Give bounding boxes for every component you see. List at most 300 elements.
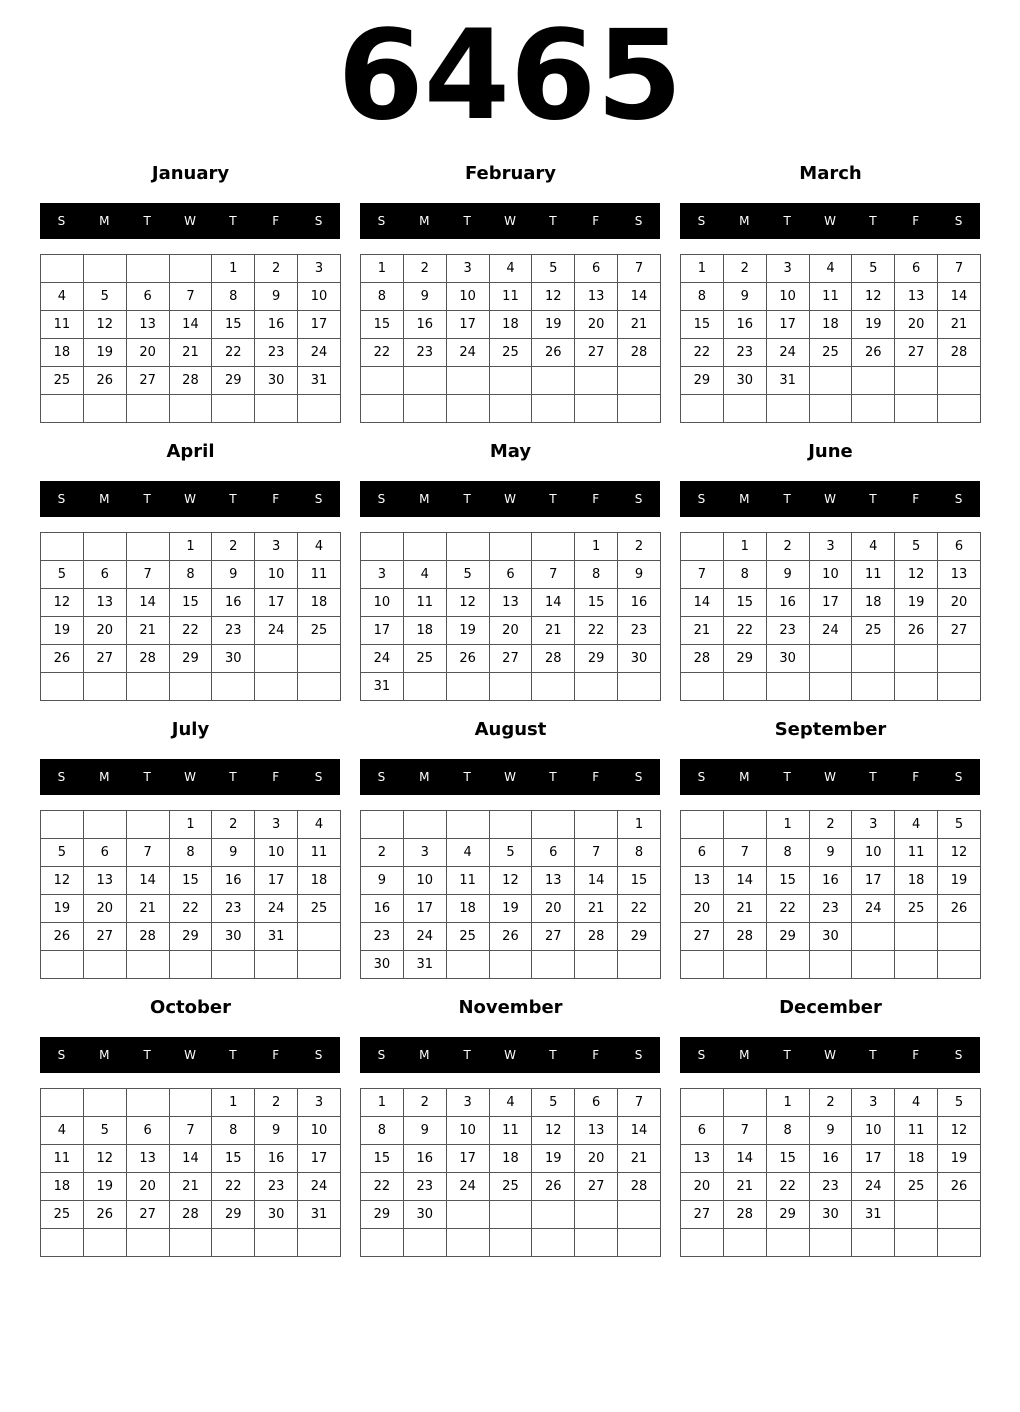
weekday-label: T — [869, 492, 877, 506]
day-cell: 21 — [532, 617, 575, 645]
day-cell: 6 — [83, 839, 126, 867]
day-cell: 22 — [361, 1173, 404, 1201]
day-cell: 22 — [169, 895, 212, 923]
day-cell: 17 — [361, 617, 404, 645]
day-cell: 2 — [212, 811, 255, 839]
day-cell: 4 — [298, 533, 341, 561]
week-row — [361, 283, 661, 311]
day-cell: 15 — [681, 311, 724, 339]
day-cell: 3 — [403, 839, 446, 867]
week-row — [681, 923, 981, 951]
weekday-label: T — [463, 214, 471, 228]
weekday-label: M — [99, 214, 110, 228]
day-cell: 31 — [298, 367, 341, 395]
weekday-label: S — [697, 492, 706, 506]
day-cell: 23 — [212, 895, 255, 923]
day-cell: 10 — [446, 1117, 489, 1145]
empty-day-cell — [532, 1229, 575, 1257]
day-cell: 29 — [575, 645, 618, 673]
day-cell: 8 — [766, 1117, 809, 1145]
day-cell: 22 — [212, 339, 255, 367]
empty-day-cell — [212, 673, 255, 701]
empty-day-cell — [361, 395, 404, 423]
day-cell: 18 — [41, 1173, 84, 1201]
weekday-label: W — [824, 1048, 836, 1062]
day-cell: 16 — [255, 1145, 298, 1173]
day-cell: 24 — [361, 645, 404, 673]
day-cell: 21 — [723, 895, 766, 923]
day-cell: 17 — [255, 589, 298, 617]
day-cell: 21 — [169, 339, 212, 367]
empty-day-cell — [895, 1201, 938, 1229]
day-cell: 25 — [403, 645, 446, 673]
day-cell: 30 — [255, 1201, 298, 1229]
day-cell: 3 — [361, 561, 404, 589]
day-cell: 26 — [938, 1173, 981, 1201]
day-cell: 13 — [126, 1145, 169, 1173]
day-cell: 11 — [41, 1145, 84, 1173]
day-cell: 21 — [681, 617, 724, 645]
day-cell: 27 — [83, 645, 126, 673]
day-cell: 5 — [938, 1089, 981, 1117]
day-cell: 1 — [723, 533, 766, 561]
day-cell: 8 — [212, 283, 255, 311]
empty-day-cell — [83, 673, 126, 701]
day-cell: 27 — [575, 1173, 618, 1201]
day-cell: 14 — [169, 1145, 212, 1173]
day-cell: 19 — [41, 617, 84, 645]
weekday-label: T — [783, 770, 791, 784]
day-cell: 26 — [446, 645, 489, 673]
empty-day-cell — [532, 673, 575, 701]
day-cell: 5 — [446, 561, 489, 589]
week-row — [681, 867, 981, 895]
empty-day-cell — [255, 1229, 298, 1257]
empty-day-cell — [809, 395, 852, 423]
day-cell: 22 — [766, 895, 809, 923]
day-cell: 13 — [681, 867, 724, 895]
day-cell: 13 — [575, 283, 618, 311]
day-cell: 4 — [41, 283, 84, 311]
weekday-label: F — [592, 214, 600, 228]
empty-day-cell — [575, 1229, 618, 1257]
day-cell: 10 — [255, 839, 298, 867]
empty-day-cell — [41, 951, 84, 979]
empty-day-cell — [361, 811, 404, 839]
day-cell: 21 — [169, 1173, 212, 1201]
day-cell: 20 — [681, 1173, 724, 1201]
day-cell: 29 — [169, 645, 212, 673]
weekday-label: T — [229, 492, 237, 506]
week-row — [681, 839, 981, 867]
weekday-label: T — [549, 770, 557, 784]
empty-day-cell — [255, 645, 298, 673]
empty-day-cell — [938, 1201, 981, 1229]
empty-day-cell — [723, 673, 766, 701]
week-row — [41, 1173, 341, 1201]
empty-day-cell — [83, 533, 126, 561]
day-cell: 14 — [723, 1145, 766, 1173]
weekday-label: W — [824, 214, 836, 228]
day-cell: 11 — [298, 839, 341, 867]
day-cell: 13 — [895, 283, 938, 311]
day-cell: 4 — [852, 533, 895, 561]
week-row — [681, 1089, 981, 1117]
day-cell: 24 — [852, 1173, 895, 1201]
empty-day-cell — [83, 1229, 126, 1257]
empty-day-cell — [938, 951, 981, 979]
empty-day-cell — [255, 395, 298, 423]
weekday-label: T — [549, 214, 557, 228]
day-cell: 1 — [169, 533, 212, 561]
empty-day-cell — [618, 1229, 661, 1257]
day-cell: 9 — [212, 839, 255, 867]
week-row — [41, 1117, 341, 1145]
month-name: July — [171, 719, 210, 740]
weekday-label: S — [57, 770, 66, 784]
day-cell: 25 — [446, 923, 489, 951]
day-cell: 3 — [852, 811, 895, 839]
empty-day-cell — [532, 811, 575, 839]
weekday-label: S — [57, 214, 66, 228]
weekday-label: S — [634, 214, 643, 228]
empty-day-cell — [681, 533, 724, 561]
days-grid — [360, 532, 661, 701]
day-cell: 13 — [575, 1117, 618, 1145]
day-cell: 25 — [298, 895, 341, 923]
day-cell: 12 — [895, 561, 938, 589]
week-row — [41, 839, 341, 867]
day-cell: 8 — [361, 283, 404, 311]
weekday-label: S — [314, 492, 323, 506]
day-cell: 27 — [895, 339, 938, 367]
day-cell: 7 — [575, 839, 618, 867]
day-cell: 17 — [298, 311, 341, 339]
week-row — [361, 617, 661, 645]
empty-day-cell — [681, 1229, 724, 1257]
weekday-label: M — [419, 214, 430, 228]
day-cell: 29 — [618, 923, 661, 951]
day-cell: 3 — [298, 255, 341, 283]
day-cell: 18 — [489, 1145, 532, 1173]
day-cell: 14 — [938, 283, 981, 311]
day-cell: 10 — [403, 867, 446, 895]
day-cell: 24 — [403, 923, 446, 951]
day-cell: 18 — [852, 589, 895, 617]
day-cell: 4 — [403, 561, 446, 589]
weekday-label: M — [739, 1048, 750, 1062]
day-cell: 25 — [298, 617, 341, 645]
day-cell: 27 — [681, 1201, 724, 1229]
day-cell: 26 — [83, 1201, 126, 1229]
weekday-label: W — [504, 770, 516, 784]
day-cell: 14 — [532, 589, 575, 617]
day-cell: 21 — [618, 311, 661, 339]
week-row — [361, 1117, 661, 1145]
empty-day-cell — [298, 645, 341, 673]
day-cell: 7 — [938, 255, 981, 283]
day-cell: 8 — [618, 839, 661, 867]
day-cell: 22 — [212, 1173, 255, 1201]
day-cell: 2 — [723, 255, 766, 283]
day-cell: 12 — [41, 867, 84, 895]
week-row — [41, 1089, 341, 1117]
day-cell: 24 — [298, 1173, 341, 1201]
day-cell: 14 — [618, 283, 661, 311]
day-cell: 20 — [532, 895, 575, 923]
day-cell: 17 — [403, 895, 446, 923]
empty-day-cell — [446, 951, 489, 979]
day-cell: 28 — [723, 1201, 766, 1229]
day-cell: 27 — [681, 923, 724, 951]
week-row — [681, 311, 981, 339]
weekday-label: W — [504, 214, 516, 228]
week-row — [361, 673, 661, 701]
day-cell: 15 — [766, 867, 809, 895]
day-cell: 3 — [255, 811, 298, 839]
weekday-label: T — [143, 1048, 151, 1062]
empty-day-cell — [618, 951, 661, 979]
day-cell: 18 — [895, 1145, 938, 1173]
empty-day-cell — [446, 395, 489, 423]
day-cell: 1 — [361, 1089, 404, 1117]
day-cell: 2 — [361, 839, 404, 867]
day-cell: 12 — [83, 1145, 126, 1173]
empty-day-cell — [532, 1201, 575, 1229]
day-cell: 11 — [403, 589, 446, 617]
weekday-label: F — [272, 1048, 280, 1062]
day-cell: 14 — [618, 1117, 661, 1145]
day-cell: 9 — [723, 283, 766, 311]
year-title: 6465 — [337, 4, 683, 148]
day-cell: 18 — [446, 895, 489, 923]
empty-day-cell — [83, 395, 126, 423]
empty-day-cell — [809, 673, 852, 701]
day-cell: 6 — [938, 533, 981, 561]
empty-day-cell — [361, 367, 404, 395]
day-cell: 6 — [126, 1117, 169, 1145]
day-cell: 14 — [575, 867, 618, 895]
day-cell: 9 — [809, 1117, 852, 1145]
week-row — [361, 895, 661, 923]
empty-day-cell — [126, 1089, 169, 1117]
day-cell: 16 — [809, 1145, 852, 1173]
empty-day-cell — [809, 645, 852, 673]
weekday-label: M — [419, 770, 430, 784]
empty-day-cell — [938, 1229, 981, 1257]
weekday-header — [40, 759, 340, 795]
day-cell: 21 — [618, 1145, 661, 1173]
weekday-label: M — [419, 492, 430, 506]
day-cell: 28 — [681, 645, 724, 673]
day-cell: 17 — [809, 589, 852, 617]
month-name: February — [464, 163, 557, 184]
days-grid — [40, 1088, 341, 1257]
empty-day-cell — [489, 1229, 532, 1257]
day-cell: 8 — [169, 561, 212, 589]
week-row — [681, 1173, 981, 1201]
day-cell: 16 — [809, 867, 852, 895]
week-row — [681, 561, 981, 589]
empty-day-cell — [532, 951, 575, 979]
empty-day-cell — [852, 1229, 895, 1257]
weekday-header — [680, 481, 980, 517]
empty-day-cell — [809, 951, 852, 979]
day-cell: 18 — [403, 617, 446, 645]
day-cell: 16 — [766, 589, 809, 617]
day-cell: 11 — [489, 1117, 532, 1145]
day-cell: 19 — [895, 589, 938, 617]
day-cell: 8 — [169, 839, 212, 867]
day-cell: 29 — [212, 367, 255, 395]
day-cell: 17 — [852, 867, 895, 895]
day-cell: 14 — [723, 867, 766, 895]
day-cell: 30 — [809, 1201, 852, 1229]
empty-day-cell — [446, 1229, 489, 1257]
weekday-label: W — [184, 1048, 196, 1062]
day-cell: 8 — [575, 561, 618, 589]
weekday-label: S — [634, 770, 643, 784]
day-cell: 24 — [446, 339, 489, 367]
day-cell: 2 — [255, 1089, 298, 1117]
empty-day-cell — [446, 811, 489, 839]
day-cell: 5 — [41, 839, 84, 867]
day-cell: 18 — [895, 867, 938, 895]
day-cell: 15 — [723, 589, 766, 617]
day-cell: 12 — [852, 283, 895, 311]
day-cell: 17 — [852, 1145, 895, 1173]
day-cell: 28 — [618, 339, 661, 367]
day-cell: 1 — [212, 255, 255, 283]
day-cell: 19 — [938, 1145, 981, 1173]
empty-day-cell — [83, 255, 126, 283]
day-cell: 25 — [852, 617, 895, 645]
day-cell: 11 — [895, 1117, 938, 1145]
day-cell: 19 — [532, 1145, 575, 1173]
empty-day-cell — [938, 367, 981, 395]
week-row — [41, 951, 341, 979]
week-row — [681, 255, 981, 283]
empty-day-cell — [169, 1229, 212, 1257]
empty-day-cell — [723, 395, 766, 423]
day-cell: 28 — [126, 645, 169, 673]
day-cell: 27 — [83, 923, 126, 951]
day-cell: 12 — [532, 1117, 575, 1145]
weekday-label: T — [549, 492, 557, 506]
week-row — [681, 283, 981, 311]
day-cell: 2 — [403, 255, 446, 283]
empty-day-cell — [852, 673, 895, 701]
weekday-header — [40, 203, 340, 239]
day-cell: 26 — [41, 645, 84, 673]
day-cell: 20 — [575, 1145, 618, 1173]
week-row — [41, 589, 341, 617]
day-cell: 28 — [126, 923, 169, 951]
empty-day-cell — [298, 1229, 341, 1257]
week-row — [41, 811, 341, 839]
week-row — [41, 339, 341, 367]
day-cell: 14 — [681, 589, 724, 617]
day-cell: 7 — [618, 255, 661, 283]
day-cell: 4 — [446, 839, 489, 867]
day-cell: 5 — [532, 255, 575, 283]
weekday-label: T — [463, 492, 471, 506]
day-cell: 10 — [809, 561, 852, 589]
day-cell: 7 — [169, 1117, 212, 1145]
week-row — [361, 1173, 661, 1201]
weekday-label: F — [272, 492, 280, 506]
day-cell: 3 — [446, 1089, 489, 1117]
empty-day-cell — [938, 395, 981, 423]
weekday-header — [680, 759, 980, 795]
day-cell: 10 — [255, 561, 298, 589]
empty-day-cell — [532, 367, 575, 395]
week-row — [361, 839, 661, 867]
day-cell: 15 — [212, 311, 255, 339]
day-cell: 11 — [852, 561, 895, 589]
empty-day-cell — [126, 1229, 169, 1257]
day-cell: 2 — [255, 255, 298, 283]
weekday-label: T — [463, 1048, 471, 1062]
week-row — [41, 367, 341, 395]
day-cell: 2 — [212, 533, 255, 561]
day-cell: 20 — [681, 895, 724, 923]
week-row — [681, 1145, 981, 1173]
empty-day-cell — [446, 533, 489, 561]
day-cell: 20 — [126, 1173, 169, 1201]
day-cell: 8 — [361, 1117, 404, 1145]
weekday-label: T — [549, 1048, 557, 1062]
weekday-label: S — [377, 770, 386, 784]
day-cell: 15 — [361, 311, 404, 339]
day-cell: 2 — [766, 533, 809, 561]
empty-day-cell — [255, 673, 298, 701]
day-cell: 19 — [83, 1173, 126, 1201]
day-cell: 15 — [212, 1145, 255, 1173]
day-cell: 14 — [169, 311, 212, 339]
weekday-label: W — [504, 1048, 516, 1062]
day-cell: 30 — [212, 923, 255, 951]
day-cell: 12 — [41, 589, 84, 617]
day-cell: 26 — [41, 923, 84, 951]
day-cell: 10 — [852, 839, 895, 867]
day-cell: 3 — [766, 255, 809, 283]
weekday-label: M — [99, 770, 110, 784]
weekday-label: W — [184, 492, 196, 506]
day-cell: 1 — [681, 255, 724, 283]
day-cell: 28 — [169, 367, 212, 395]
day-cell: 17 — [255, 867, 298, 895]
day-cell: 6 — [575, 255, 618, 283]
weekday-label: S — [377, 1048, 386, 1062]
empty-day-cell — [41, 255, 84, 283]
empty-day-cell — [41, 1229, 84, 1257]
week-row — [41, 923, 341, 951]
day-cell: 11 — [489, 283, 532, 311]
day-cell: 20 — [938, 589, 981, 617]
day-cell: 17 — [298, 1145, 341, 1173]
empty-day-cell — [575, 367, 618, 395]
empty-day-cell — [766, 395, 809, 423]
day-cell: 23 — [255, 339, 298, 367]
day-cell: 26 — [895, 617, 938, 645]
day-cell: 10 — [298, 283, 341, 311]
day-cell: 21 — [126, 617, 169, 645]
day-cell: 25 — [41, 1201, 84, 1229]
weekday-label: S — [697, 214, 706, 228]
day-cell: 30 — [723, 367, 766, 395]
day-cell: 9 — [361, 867, 404, 895]
